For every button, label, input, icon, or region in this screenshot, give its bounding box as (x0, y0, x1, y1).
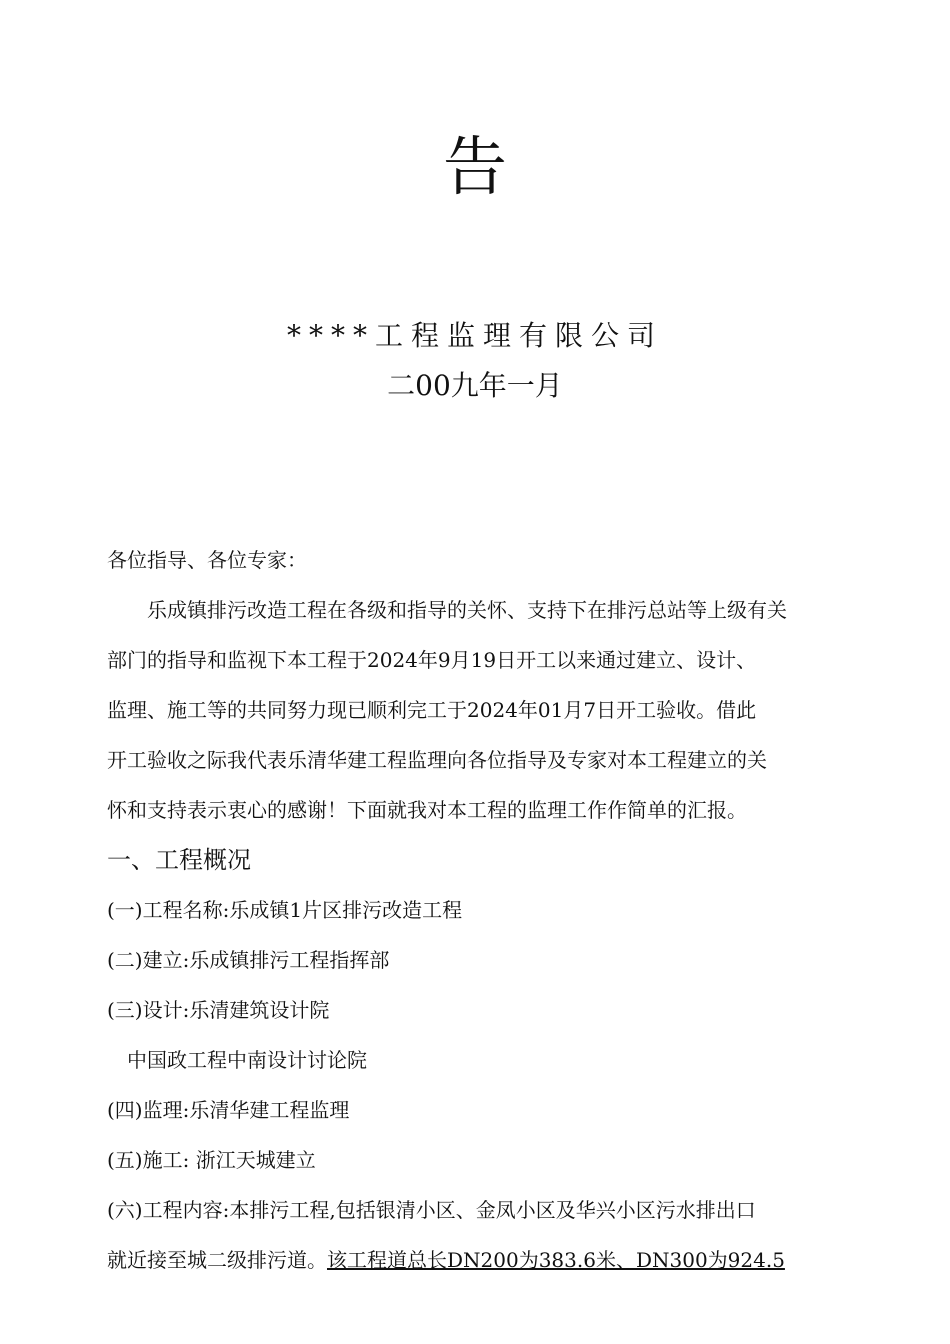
last-line (107, 1240, 857, 1290)
list-item: (六)工程内容:本排污工程,包括银清小区、金凤小区及华兴小区污水排出口 (107, 1198, 756, 1222)
report-body (107, 540, 857, 1290)
section-heading: 一、工程概况 (107, 846, 251, 874)
company-name: ****工程监理有限公司 (286, 319, 663, 352)
list-item: (五)施工: 浙江天城建立 (107, 1148, 316, 1172)
cover-title: 告 (443, 131, 507, 205)
salutation: 各位指导、各位专家： (107, 548, 307, 572)
list-item: (四)监理:乐清华建工程监理 (107, 1098, 350, 1122)
paragraph-line: 乐成镇排污改造工程在各级和指导的关怀、支持下在排污总站等上级有关 (147, 598, 787, 622)
list-item: (二)建立:乐成镇排污工程指挥部 (107, 948, 390, 972)
list-item: (一)工程名称:乐成镇1片区排污改造工程 (107, 898, 463, 922)
list-item: (三)设计:乐清建筑设计院 (107, 998, 330, 1022)
paragraph-line: 开工验收之际我代表乐清华建工程监理向各位指导及专家对本工程建立的关 (107, 748, 767, 772)
paragraph-line: 部门的指导和监视下本工程于2024年9月19日开工以来通过建立、设计、 (107, 648, 757, 672)
paragraph-line: 监理、施工等的共同努力现已顺利完工于2024年01月7日开工验收。借此 (107, 698, 757, 722)
last-line-underlined: 该工程道总长DN200为383.6米、DN300为924.5 (327, 1248, 785, 1272)
list-item: 中国政工程中南设计讨论院 (127, 1048, 367, 1072)
paragraph-line: 怀和支持表示衷心的感谢！下面就我对本工程的监理工作作简单的汇报。 (107, 798, 747, 822)
report-date: 二00九年一月 (387, 369, 563, 402)
last-line-plain: 就近接至城二级排污道。 (107, 1248, 327, 1272)
